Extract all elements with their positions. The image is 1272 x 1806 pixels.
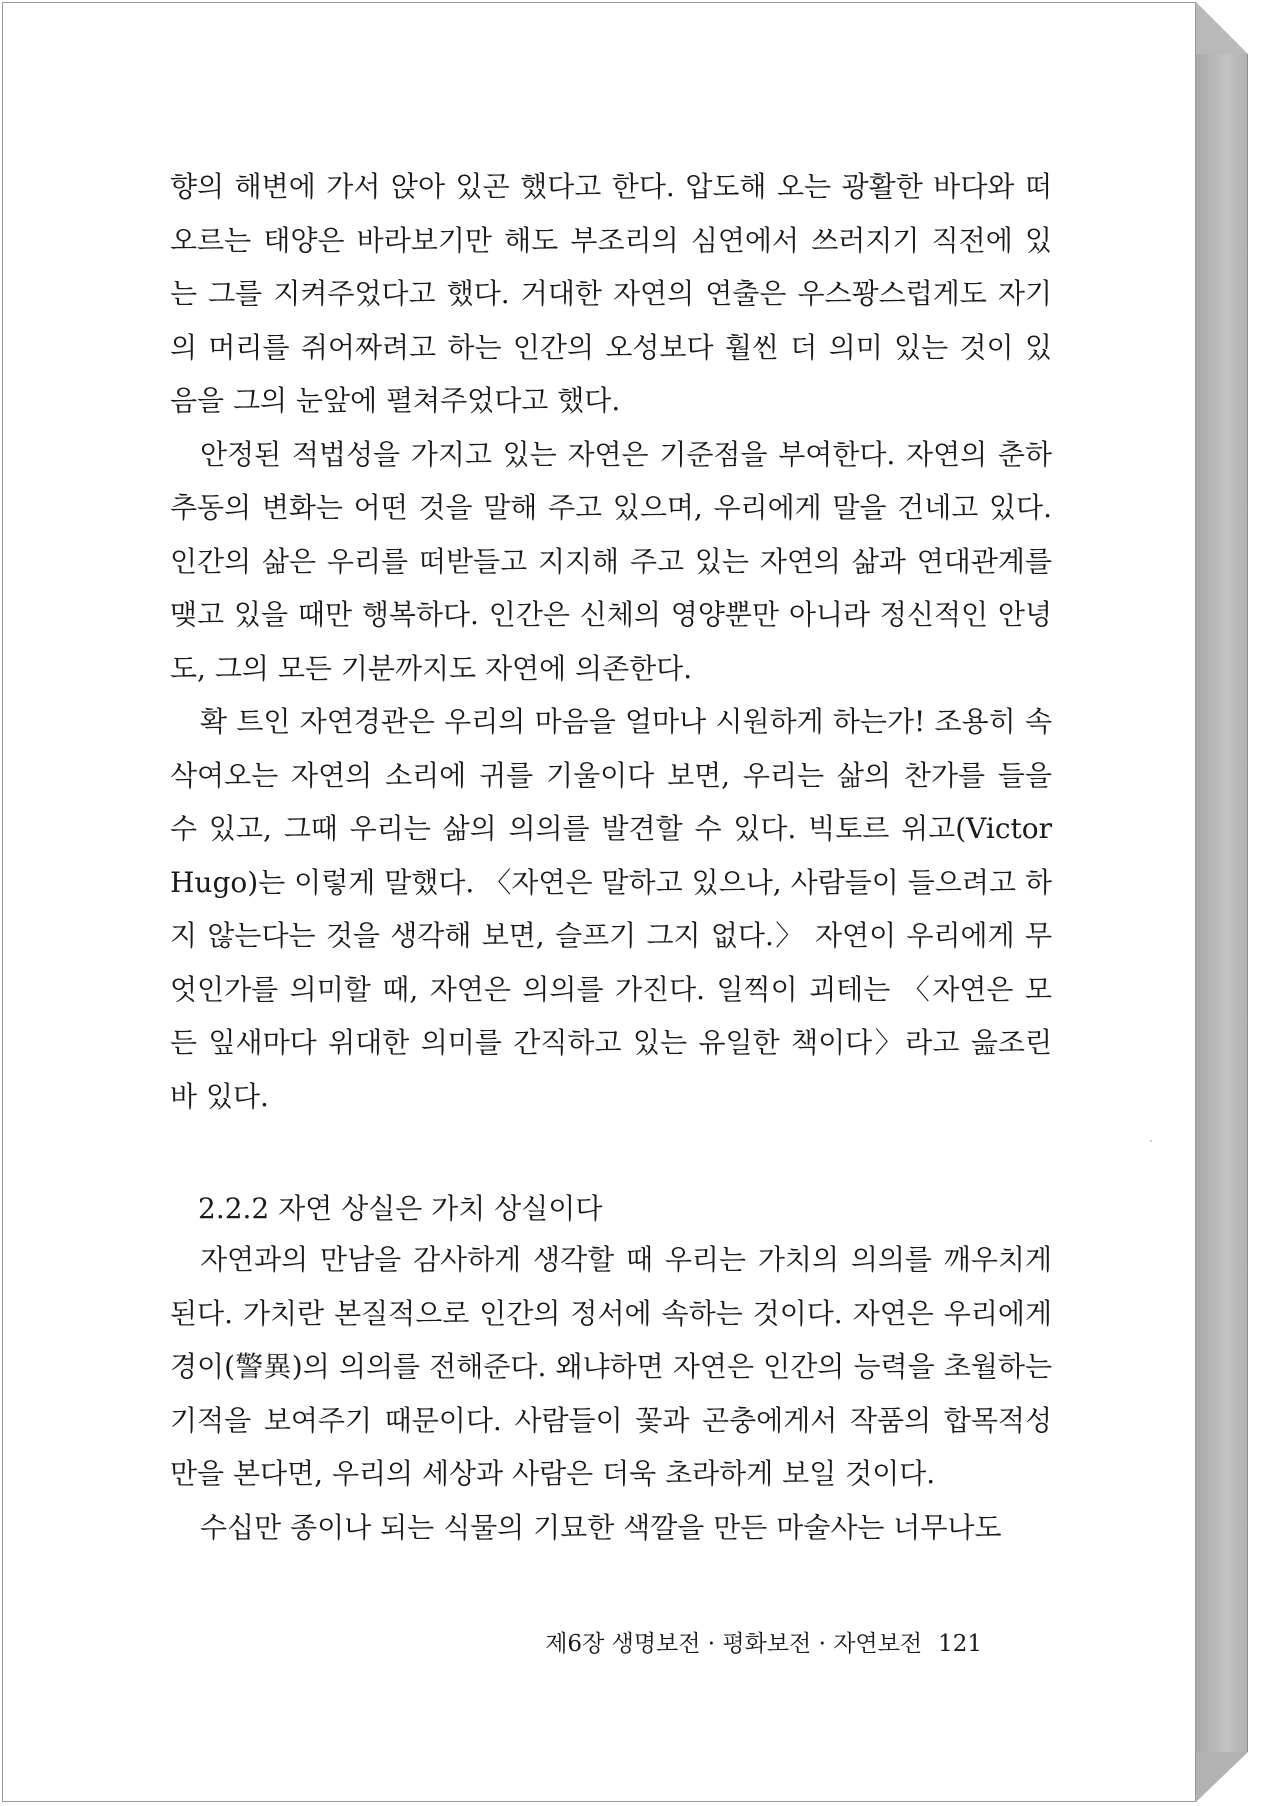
page-edge-side	[1196, 54, 1248, 1752]
page-edge-bottom	[1196, 1752, 1248, 1802]
paragraph: 향의 해변에 가서 앉아 있곤 했다고 한다. 압도해 오는 광활한 바다와 떠오르는 태양은 바라보기만 해도 부조리의 심연에서 쓰러지기 직전에 있는 그를 지켜주었다고 했다. 거대한 자연의 연출은 우스꽝스럽게도 자기의 머리를 쥐어짜려고 하는 인간의 오성보다 훨씬 더 의미 있는 것이 있음을 그의 눈앞에 펼쳐주었다고 했다.	[170, 170, 1052, 417]
page-edge-top	[1196, 2, 1248, 54]
paragraph: 자연과의 만남을 감사하게 생각할 때 우리는 가치의 의의를 깨우치게 된다. 가치란 본질적으로 인간의 정서에 속하는 것이다. 자연은 우리에게 경이(警異)의 의의를 전해준다. 왜냐하면 자연은 인간의 능력을 초월하는 기적을 보여주기 때문이다. 사람들이 꽃과 곤충에게서 작품의 합목적성만을 본다면, 우리의 세상과 사람은 더욱 초라하게 보일 것이다.	[170, 1243, 1052, 1490]
page-footer	[545, 1625, 982, 1658]
paragraph: 안정된 적법성을 가지고 있는 자연은 기준점을 부여한다. 자연의 춘하추동의 변화는 어떤 것을 말해 주고 있으며, 우리에게 말을 건네고 있다. 인간의 삶은 우리를 떠받들고 지지해 주고 있는 자연의 삶과 연대관계를 맺고 있을 때만 행복하다. 인간은 신체의 영양뿐만 아니라 정신적인 안녕도, 그의 모든 기분까지도 자연에 의존한다.	[170, 437, 1052, 685]
section-heading: 2.2.2 자연 상실은 가치 상실이다	[198, 1192, 603, 1225]
running-head: 제6장 생명보전 · 평화보전 · 자연보전	[545, 1631, 923, 1657]
body-text	[170, 160, 1052, 1554]
paragraph: 확 트인 자연경관은 우리의 마음을 얼마나 시원하게 하는가! 조용히 속삭여오는 자연의 소리에 귀를 기울이다 보면, 우리는 삶의 찬가를 들을 수 있고, 그때 우리는 삶의 의의를 발견할 수 있다. 빅토르 위고(Victor Hugo)는 이렇게 말했다. 〈자연은 말하고 있으나, 사람들이 들으려고 하지 않는다는 것을 생각해 보면, 슬프기 그지 없다.〉 자연이 우리에게 무엇인가를 의미할 때, 자연은 의의를 가진다. 일찍이 괴테는 〈자연은 모든 잎새마다 위대한 의미를 간직하고 있는 유일한 책이다〉라고 읊조린 바 있다.	[170, 705, 1052, 1113]
page-number: 121	[938, 1631, 982, 1657]
paper-speck	[1150, 1140, 1152, 1142]
paragraph: 수십만 종이나 되는 식물의 기묘한 색깔을 만든 마술사는 너무나도	[200, 1510, 1002, 1544]
